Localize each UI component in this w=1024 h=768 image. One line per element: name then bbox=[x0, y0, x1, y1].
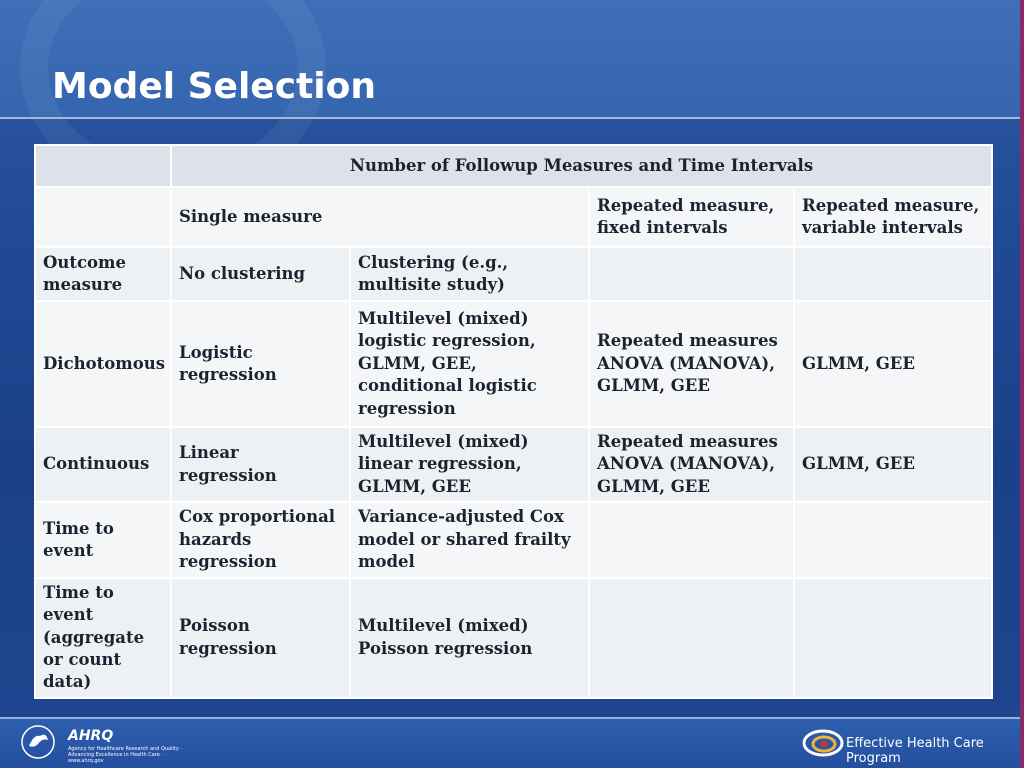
table-row bbox=[35, 247, 992, 301]
empty-cell bbox=[589, 247, 794, 301]
single-measure-header: Single measure bbox=[171, 187, 589, 247]
repeated-fixed-cell: Repeated measures ANOVA (MANOVA), GLMM, GEE bbox=[589, 427, 794, 502]
repeated-fixed-header: Repeated measure, fixed intervals bbox=[589, 187, 794, 247]
clustering-cell: Multilevel (mixed) logistic regression, GLMM, GEE, conditional logistic regression bbox=[350, 301, 589, 427]
outcome-cell: Time to event bbox=[35, 502, 171, 577]
model-selection-table bbox=[34, 144, 993, 699]
repeated-fixed-cell bbox=[589, 578, 794, 698]
empty-corner-cell bbox=[35, 145, 171, 187]
no-clustering-cell: Poisson regression bbox=[171, 578, 350, 698]
clustering-header: Clustering (e.g., multisite study) bbox=[350, 247, 589, 301]
title-divider bbox=[0, 117, 1020, 119]
repeated-fixed-cell: Repeated measures ANOVA (MANOVA), GLMM, GEE bbox=[589, 301, 794, 427]
no-clustering-header: No clustering bbox=[171, 247, 350, 301]
clustering-cell: Multilevel (mixed) Poisson regression bbox=[350, 578, 589, 698]
table-header-row bbox=[35, 145, 992, 187]
repeated-variable-cell bbox=[794, 578, 992, 698]
outcome-cell: Time to event (aggregate or count data) bbox=[35, 578, 171, 698]
outcome-measure-header: Outcome measure bbox=[35, 247, 171, 301]
hhs-eagle-icon bbox=[20, 724, 56, 760]
table-row bbox=[35, 578, 992, 698]
slide-edge-accent bbox=[1020, 0, 1024, 768]
ahrq-wordmark: AHRQ bbox=[68, 728, 114, 744]
repeated-variable-cell: GLMM, GEE bbox=[794, 301, 992, 427]
ehc-program-name: Effective Health Care Program bbox=[846, 736, 984, 766]
table-row bbox=[35, 301, 992, 427]
outcome-cell: Continuous bbox=[35, 427, 171, 502]
repeated-variable-cell: GLMM, GEE bbox=[794, 427, 992, 502]
footer-divider bbox=[0, 717, 1020, 719]
empty-cell bbox=[794, 247, 992, 301]
repeated-variable-cell bbox=[794, 502, 992, 577]
no-clustering-cell: Logistic regression bbox=[171, 301, 350, 427]
ahrq-tagline: Agency for Healthcare Research and Quality · Advancing Excellence in Health Care · www.ahrq.gov bbox=[68, 746, 183, 764]
ehc-swirl-icon bbox=[802, 728, 844, 758]
clustering-cell: Multilevel (mixed) linear regression, GLMM, GEE bbox=[350, 427, 589, 502]
repeated-fixed-cell bbox=[589, 502, 794, 577]
table-subheader-row bbox=[35, 187, 992, 247]
table-row bbox=[35, 427, 992, 502]
no-clustering-cell: Linear regression bbox=[171, 427, 350, 502]
no-clustering-cell: Cox proportional hazards regression bbox=[171, 502, 350, 577]
outcome-cell: Dichotomous bbox=[35, 301, 171, 427]
empty-corner-cell bbox=[35, 187, 171, 247]
clustering-cell: Variance-adjusted Cox model or shared frailty model bbox=[350, 502, 589, 577]
repeated-variable-header: Repeated measure, variable intervals bbox=[794, 187, 992, 247]
page-title: Model Selection bbox=[52, 66, 376, 107]
column-group-header: Number of Followup Measures and Time Intervals bbox=[171, 145, 992, 187]
table-row bbox=[35, 502, 992, 577]
